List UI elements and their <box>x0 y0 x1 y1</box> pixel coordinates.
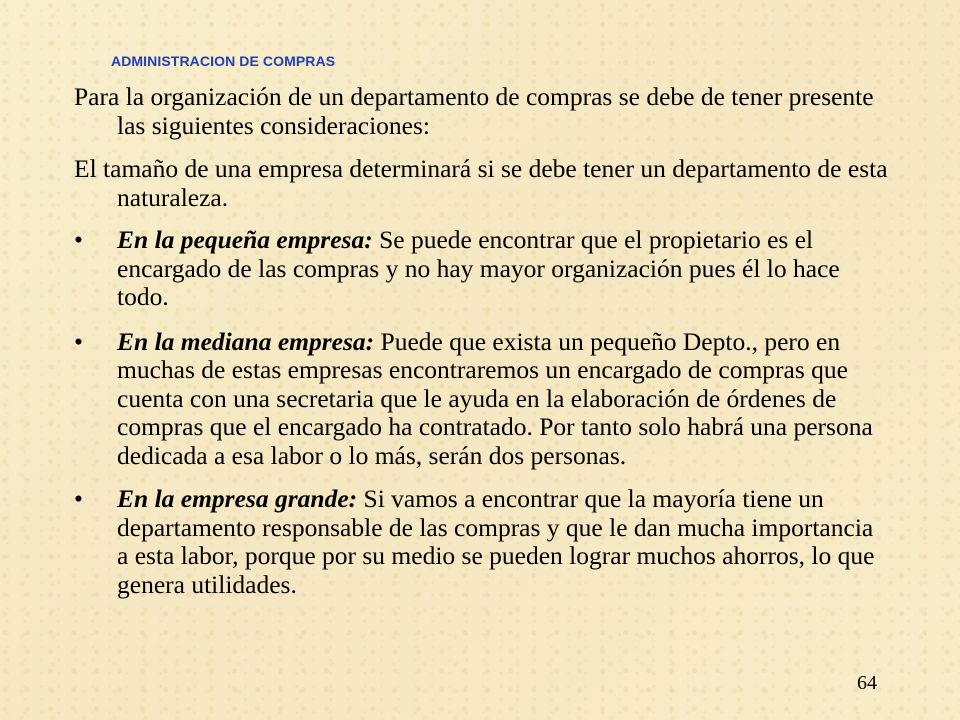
bullet-text-small-company: Se puede encontrar que el propietario es el encargado de las compras y no hay mayor organización pues él lo hace todo. <box>117 225 840 311</box>
page-number: 64 <box>857 672 877 694</box>
bullet-heading-small-company: En la pequeña empresa: <box>117 225 373 254</box>
company-size-paragraph: El tamaño de una empresa determinará si se debe tener un departamento de esta naturaleza. <box>74 154 888 212</box>
bullet-heading-medium-company: En la mediana empresa: <box>117 326 375 356</box>
slide-body <box>74 83 889 599</box>
bullet-icon: • <box>74 484 83 513</box>
bullet-text-medium-company: Puede que exista un pequeño Depto., pero en muchas de estas empresas encontraremos un encargado de compras que cuenta con una secretaria que le ayuda en la elaboración de órdenes de compras que el encargado ha contratado. Por tanto solo habrá una persona dedicada a esa labor o lo más, serán dos personas. <box>117 326 873 470</box>
bullet-icon: • <box>74 326 83 356</box>
bullet-heading-large-company: En la empresa grande: <box>117 484 358 513</box>
bullet-item-medium-company <box>74 328 889 471</box>
bullet-icon: • <box>74 225 83 254</box>
bullet-item-large-company <box>74 485 889 599</box>
slide-title: ADMINISTRACION DE COMPRAS <box>111 53 336 69</box>
bullet-text-large-company: Si vamos a encontrar que la mayoría tiene un departamento responsable de las compras y que le dan mucha importancia a esta labor, porque por su medio se pueden lograr muchos ahorros, lo que genera utilidades. <box>117 484 875 599</box>
bullet-item-small-company <box>74 226 889 312</box>
intro-paragraph: Para la organización de un departamento de compras se debe de tener presente las siguientes consideraciones: <box>74 82 874 140</box>
